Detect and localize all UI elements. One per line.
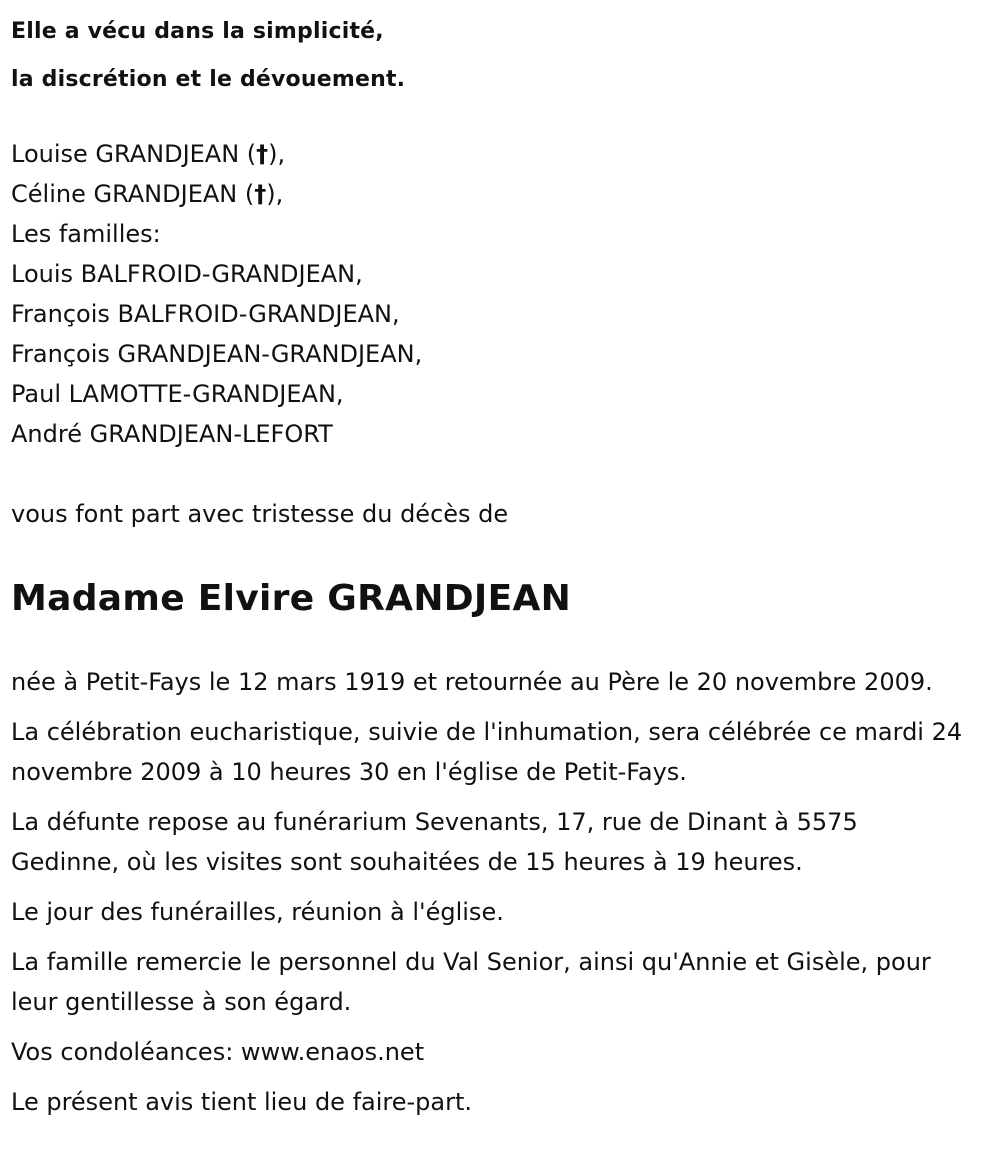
meeting-paragraph: Le jour des funérailles, réunion à l'église.: [11, 898, 504, 926]
cross-icon: †: [254, 180, 267, 208]
announcer-line: Louise GRANDJEAN (†),: [11, 140, 286, 168]
announcer-line: Paul LAMOTTE-GRANDJEAN,: [11, 380, 344, 408]
epigraph: [11, 8, 1000, 104]
announcer-line: François BALFROID-GRANDJEAN,: [11, 300, 400, 328]
announcer-line: André GRANDJEAN-LEFORT: [11, 420, 333, 448]
announcer-line: Les familles:: [11, 220, 161, 248]
birth-death-paragraph: née à Petit-Fays le 12 mars 1919 et retournée au Père le 20 novembre 2009.: [11, 668, 933, 696]
deceased-name: Madame Elvire GRANDJEAN: [11, 578, 572, 619]
closing-paragraph: Le présent avis tient lieu de faire-part.: [11, 1088, 473, 1116]
epigraph-line-2: la discrétion et le dévouement.: [11, 67, 406, 92]
intro-text: vous font part avec tristesse du décès de: [11, 500, 509, 528]
epigraph-line-1: Elle a vécu dans la simplicité,: [11, 19, 384, 44]
notice-details: [11, 662, 1000, 1122]
ceremony-paragraph: La célébration eucharistique, suivie de l'inhumation, sera célébrée ce mardi 24 novembre 2009 à 10 heures 30 en l'église de Petit-Fays.: [11, 718, 963, 786]
cross-icon: †: [256, 140, 269, 168]
condolences-paragraph: Vos condoléances: www.enaos.net: [11, 1038, 425, 1066]
thanks-paragraph: La famille remercie le personnel du Val Senior, ainsi qu'Annie et Gisèle, pour leur gentillesse à son égard.: [11, 948, 931, 1016]
announcer-line: Louis BALFROID-GRANDJEAN,: [11, 260, 363, 288]
announcer-line: Céline GRANDJEAN (†),: [11, 180, 284, 208]
announcers-list: [11, 134, 1000, 454]
funerarium-paragraph: La défunte repose au funérarium Sevenants, 17, rue de Dinant à 5575 Gedinne, où les visites sont souhaitées de 15 heures à 19 heures.: [11, 808, 858, 876]
announcer-line: François GRANDJEAN-GRANDJEAN,: [11, 340, 423, 368]
